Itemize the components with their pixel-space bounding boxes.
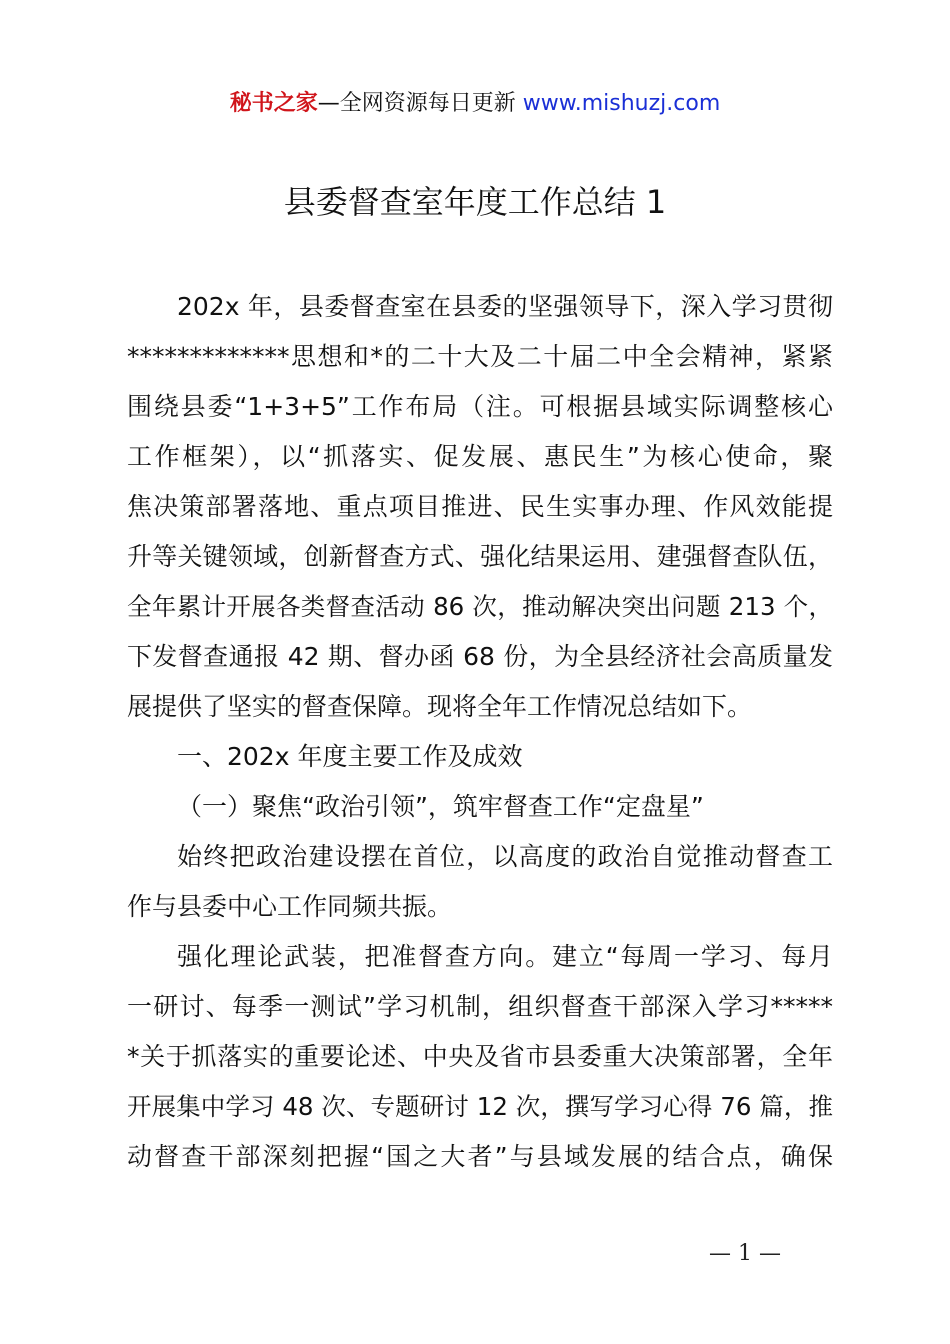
body-line: 围绕县委“1+3+5”工作布局（注。可根据县域实际调整核心 bbox=[127, 392, 833, 421]
site-header bbox=[0, 88, 950, 120]
site-url-link[interactable]: www.mishuzj.com bbox=[522, 91, 721, 116]
body-line: 一研讨、每季一测试”学习机制，组织督查干部深入学习***** bbox=[127, 992, 833, 1021]
body-line: 全年累计开展各类督查活动 86 次，推动解决突出问题 213 个， bbox=[127, 592, 833, 621]
body-line: *关于抓落实的重要论述、中央及省市县委重大决策部署，全年 bbox=[127, 1042, 833, 1071]
body-line: 强化理论武装，把准督查方向。建立“每周一学习、每月 bbox=[177, 942, 833, 971]
site-brand: 秘书之家 bbox=[229, 91, 318, 116]
body-line: 升等关键领域，创新督查方式、强化结果运用、建强督查队伍， bbox=[127, 542, 833, 571]
body-line: （一）聚焦“政治引领”，筑牢督查工作“定盘星” bbox=[177, 792, 704, 821]
body-line: 始终把政治建设摆在首位，以高度的政治自觉推动督查工 bbox=[177, 842, 833, 871]
body-line: 下发督查通报 42 期、督办函 68 份，为全县经济社会高质量发 bbox=[127, 642, 833, 671]
body-line: 展提供了坚实的督查保障。现将全年工作情况总结如下。 bbox=[127, 692, 753, 721]
page-number: — 1 — bbox=[709, 1241, 781, 1266]
body-line: *************思想和*的二十大及二十届二中全会精神，紧紧 bbox=[127, 342, 833, 371]
body-line: 工作框架），以“抓落实、促发展、惠民生”为核心使命，聚 bbox=[127, 442, 833, 471]
body-line: 作与县委中心工作同频共振。 bbox=[127, 892, 453, 921]
body-line: 202x 年，县委督查室在县委的坚强领导下，深入学习贯彻 bbox=[177, 292, 833, 321]
body-line: 开展集中学习 48 次、专题研讨 12 次，撰写学习心得 76 篇，推 bbox=[127, 1092, 833, 1121]
site-tagline: —全网资源每日更新 bbox=[317, 91, 523, 116]
document-body bbox=[127, 282, 833, 1182]
body-line: 焦决策部署落地、重点项目推进、民生实事办理、作风效能提 bbox=[127, 492, 833, 521]
document-title: 县委督查室年度工作总结 1 bbox=[283, 183, 667, 221]
body-line: 动督查干部深刻把握“国之大者”与县域发展的结合点，确保 bbox=[127, 1142, 833, 1171]
body-line: 一、202x 年度主要工作及成效 bbox=[177, 742, 523, 771]
